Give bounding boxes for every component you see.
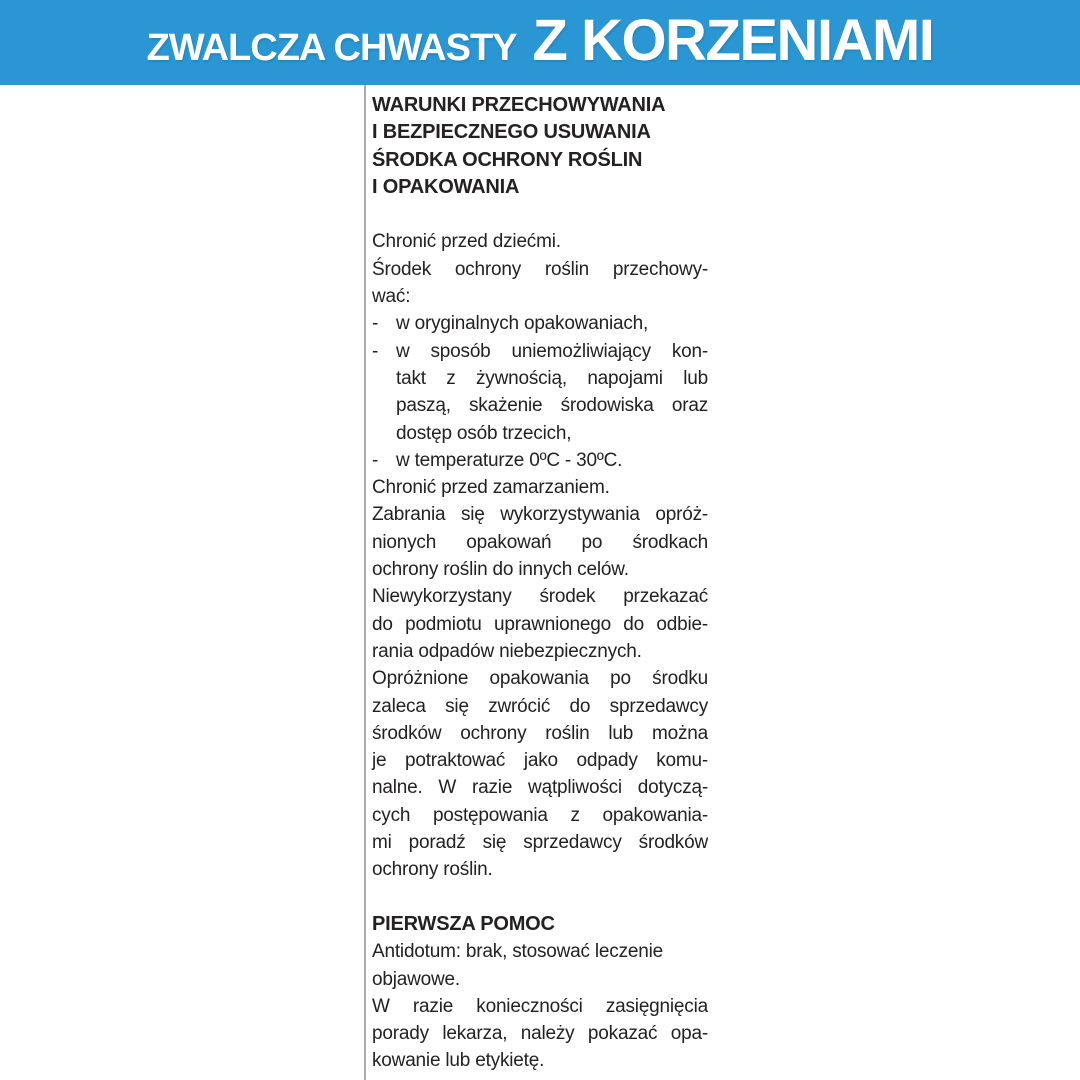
text-line: PIERWSZA POMOC <box>372 912 555 935</box>
text-line: nionych opakowań po środkach <box>372 531 708 553</box>
banner-title-small: ZWALCZA CHWASTY <box>146 27 517 69</box>
text-line: mi poradź się sprzedawcy środków <box>372 832 708 854</box>
text-line: kowanie lub etykietę. <box>372 1050 545 1072</box>
text-line <box>372 447 708 474</box>
line-gap <box>372 201 708 228</box>
top-banner <box>0 0 1080 85</box>
text-line: Niewykorzystany środek przekazać <box>372 586 708 608</box>
text-line: do podmiotu uprawnionego do odbie- <box>372 613 708 635</box>
text-line: ochrony roślin. <box>372 859 493 881</box>
text-line: porady lekarza, należy pokazać opa- <box>372 1023 708 1045</box>
text-line: Chronić przed zamarzaniem. <box>372 477 610 499</box>
bullet-text: w oryginalnych opakowaniach, <box>396 313 649 335</box>
bullet-text: w temperaturze 0ºC - 30ºC. <box>396 449 623 471</box>
text-line: Środek ochrony roślin przechowy- <box>372 258 708 280</box>
bullet-marker: - <box>372 313 379 335</box>
text-line: je potraktować jako odpady komu- <box>372 750 708 772</box>
text-line: wać: <box>372 286 411 308</box>
text-line: środków ochrony roślin lub można <box>372 722 708 744</box>
text-line: I OPAKOWANIA <box>372 175 520 198</box>
banner-title-large: Z KORZENIAMI <box>532 8 934 73</box>
text-line <box>372 310 708 337</box>
text-line: paszą, skażenie środowiska oraz <box>396 395 708 417</box>
text-line: ochrony roślin do innych celów. <box>372 559 629 581</box>
text-line: Zabrania się wykorzystywania opróż- <box>372 504 708 526</box>
text-line: dostęp osób trzecich, <box>396 422 572 444</box>
text-line: nalne. W razie wątpliwości dotyczą- <box>372 777 708 799</box>
text-line <box>372 338 708 365</box>
banner-title <box>147 7 934 74</box>
text-line: Opróżnione opakowania po środku <box>372 668 708 690</box>
text-line: rania odpadów niebezpiecznych. <box>372 640 642 662</box>
text-line: ŚRODKA OCHRONY ROŚLIN <box>372 148 643 171</box>
text-line: takt z żywnością, napojami lub <box>396 367 708 389</box>
text-line: cych postępowania z opakowania- <box>372 804 708 826</box>
text-line: objawowe. <box>372 968 460 990</box>
text-line: zaleca się zwrócić do sprzedawcy <box>372 695 708 717</box>
text-line: WARUNKI PRZECHOWYWANIA <box>372 94 666 116</box>
bullet-text: w sposób uniemożliwiający kon- <box>396 340 708 362</box>
label-vertical-rule <box>364 85 366 1080</box>
text-line: Antidotum: brak, stosować leczenie <box>372 941 664 963</box>
label-column <box>372 92 708 1075</box>
text-line: I BEZPIECZNEGO USUWANIA <box>372 121 651 144</box>
text-line: Chronić przed dziećmi. <box>372 231 561 253</box>
line-gap <box>372 884 708 911</box>
bullet-marker: - <box>372 340 379 362</box>
bullet-marker: - <box>372 449 379 471</box>
text-line: W razie konieczności zasięgnięcia <box>372 995 708 1017</box>
